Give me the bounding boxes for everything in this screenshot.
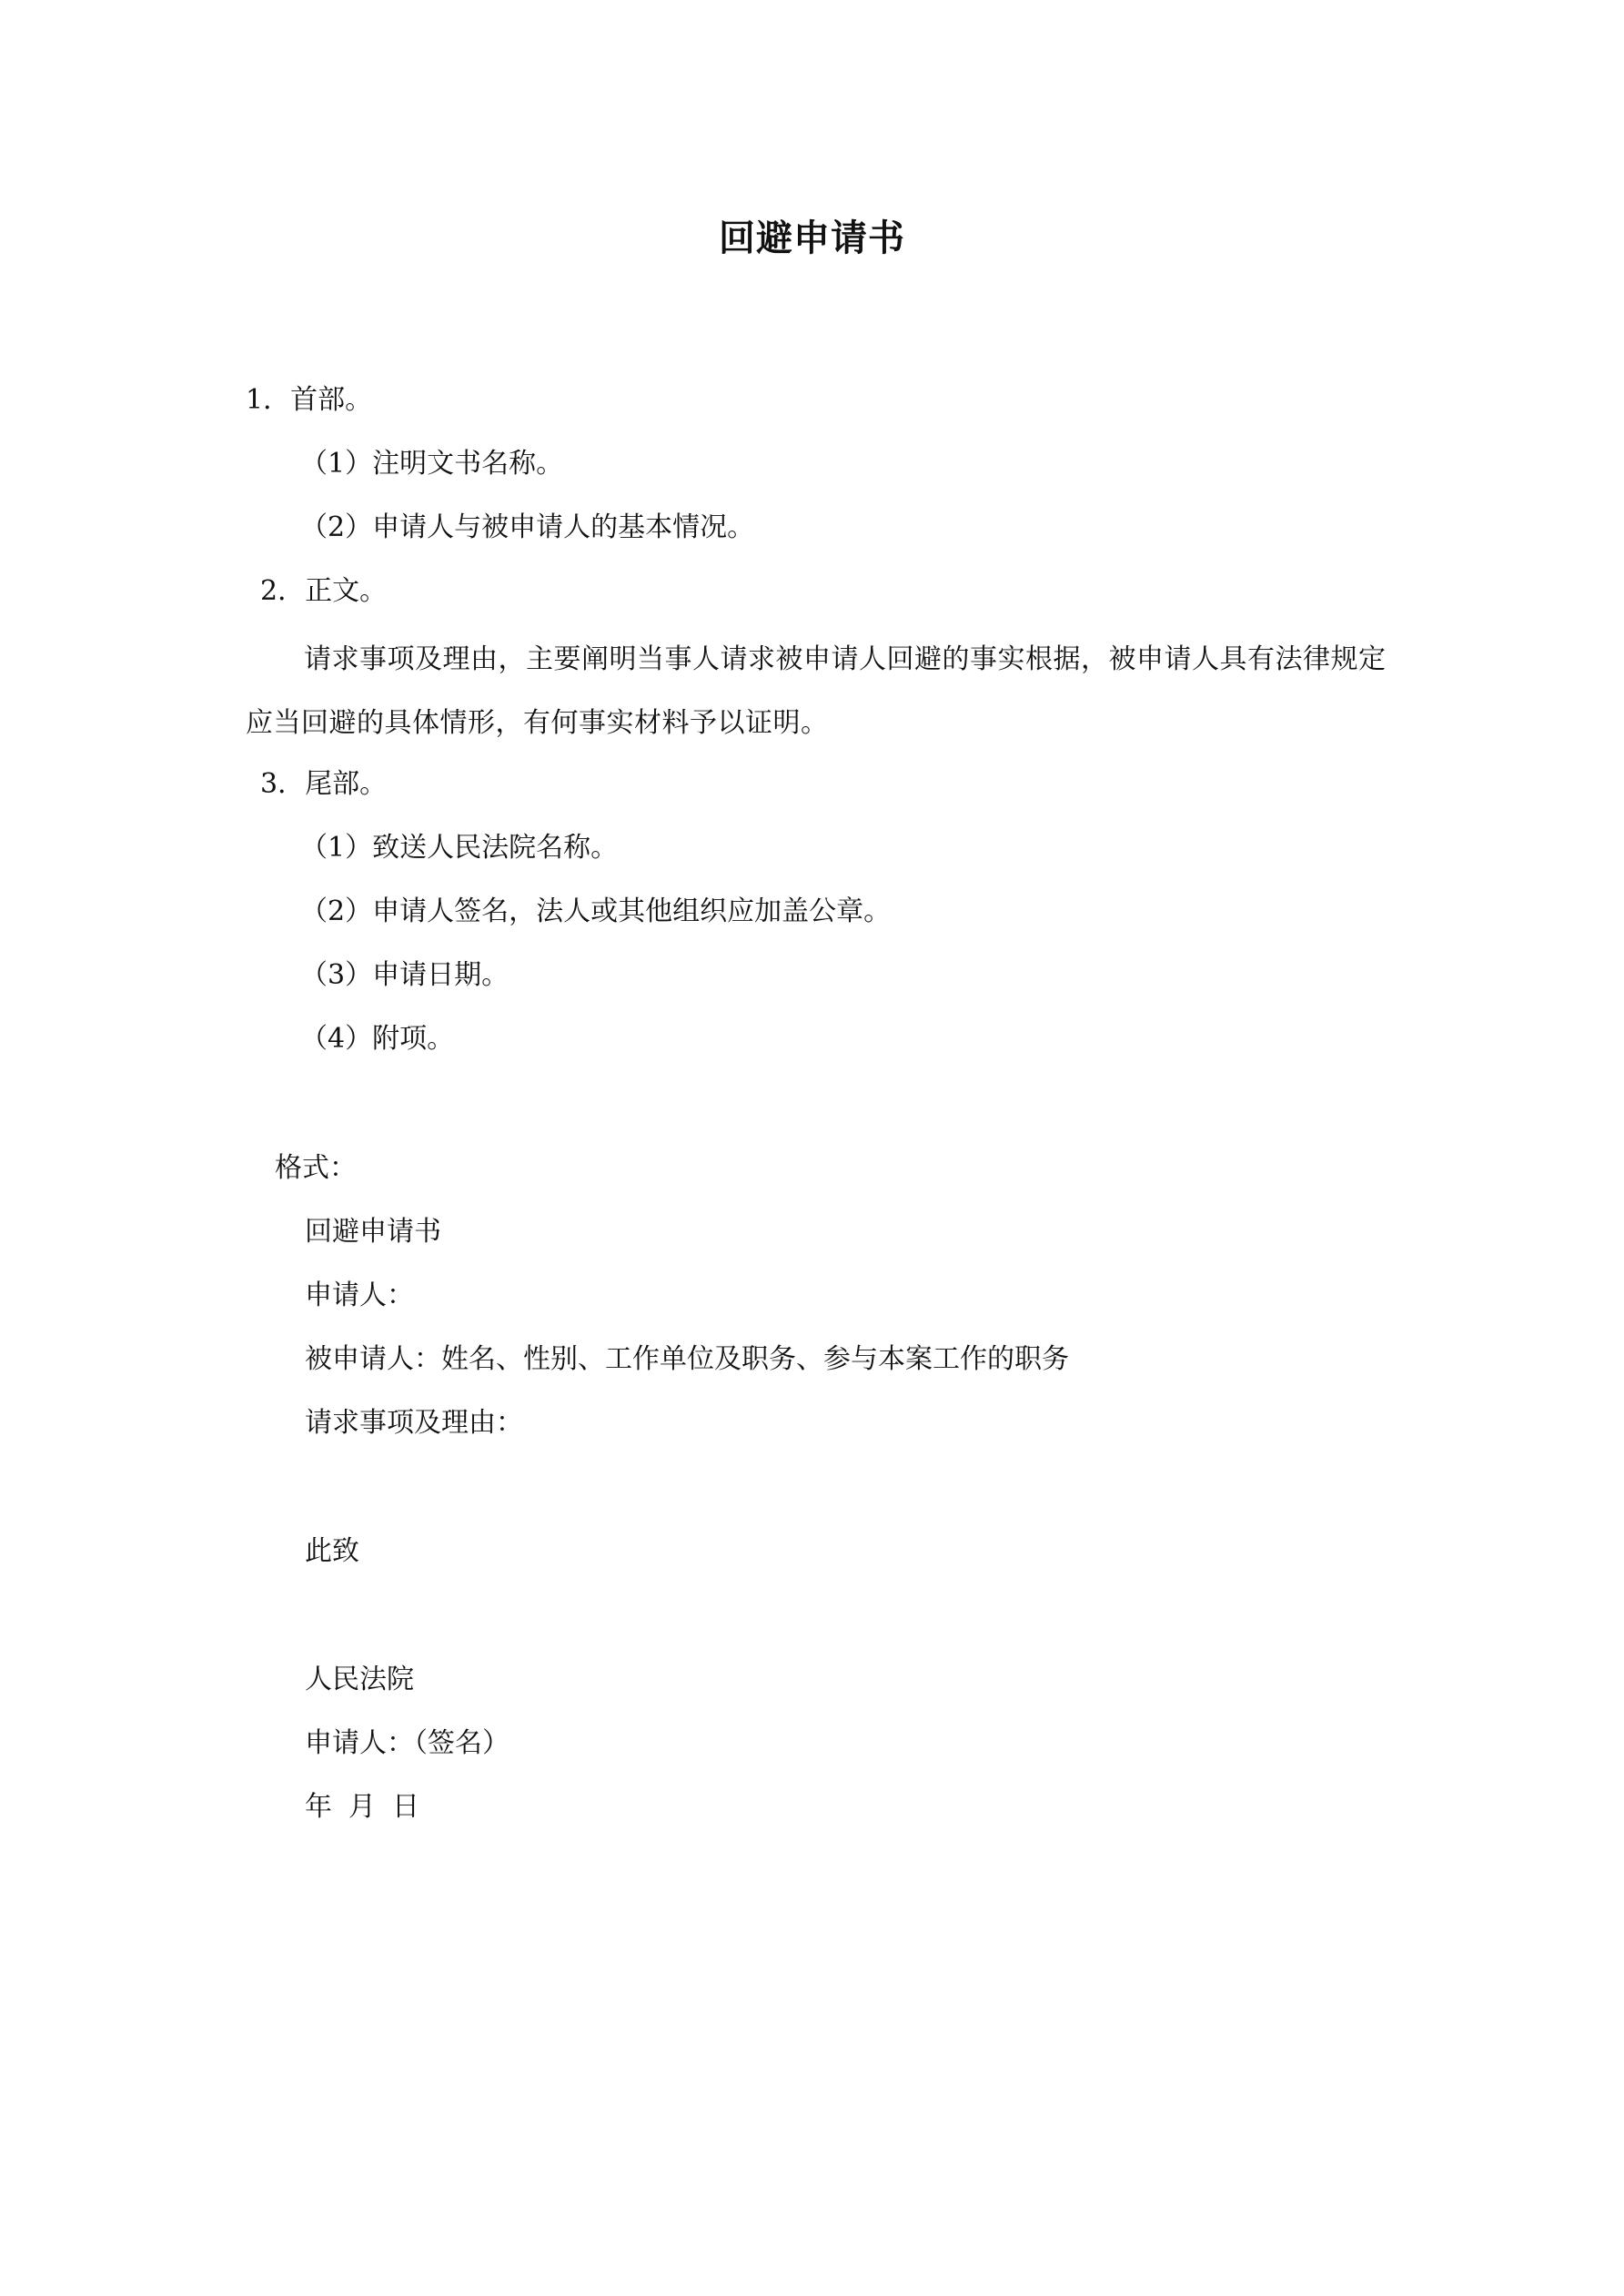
format-court: 人民法院	[305, 1664, 414, 1695]
format-respondent: 被申请人：姓名、性别、工作单位及职务、参与本案工作的职务	[305, 1343, 1069, 1375]
date-month: 月	[348, 1791, 376, 1823]
format-label: 格式：	[275, 1152, 357, 1184]
section-3-item-1: （1）致送人民法院名称。	[300, 832, 619, 864]
date-day: 日	[392, 1791, 419, 1823]
section-3-heading: 3．尾部。	[260, 768, 388, 800]
format-doc-name: 回避申请书	[305, 1216, 441, 1248]
section-3-item-4: （4）附项。	[300, 1023, 455, 1055]
section-2-body: 请求事项及理由，主要阐明当事人请求被申请人回避的事实根据，被申请人具有法律规定应当回避的具体情形，有何事实材料予以证明。	[246, 643, 1387, 739]
format-date	[305, 1787, 419, 1827]
date-year: 年	[305, 1791, 332, 1823]
document-title: 回避申请书	[719, 217, 905, 259]
format-signature: 申请人：（签名）	[305, 1727, 509, 1759]
section-1-item-2: （2）申请人与被申请人的基本情况。	[300, 511, 755, 543]
format-request: 请求事项及理由：	[305, 1407, 523, 1439]
section-1-heading: 1．首部。	[246, 384, 373, 416]
format-applicant: 申请人：	[305, 1279, 414, 1311]
section-3-item-2: （2）申请人签名，法人或其他组织应加盖公章。	[300, 895, 892, 927]
format-salutation: 此致	[305, 1535, 359, 1567]
section-3-item-3: （3）申请日期。	[300, 959, 509, 991]
section-1-item-1: （1）注明文书名称。	[300, 448, 564, 480]
section-2-heading: 2．正文。	[260, 575, 388, 607]
